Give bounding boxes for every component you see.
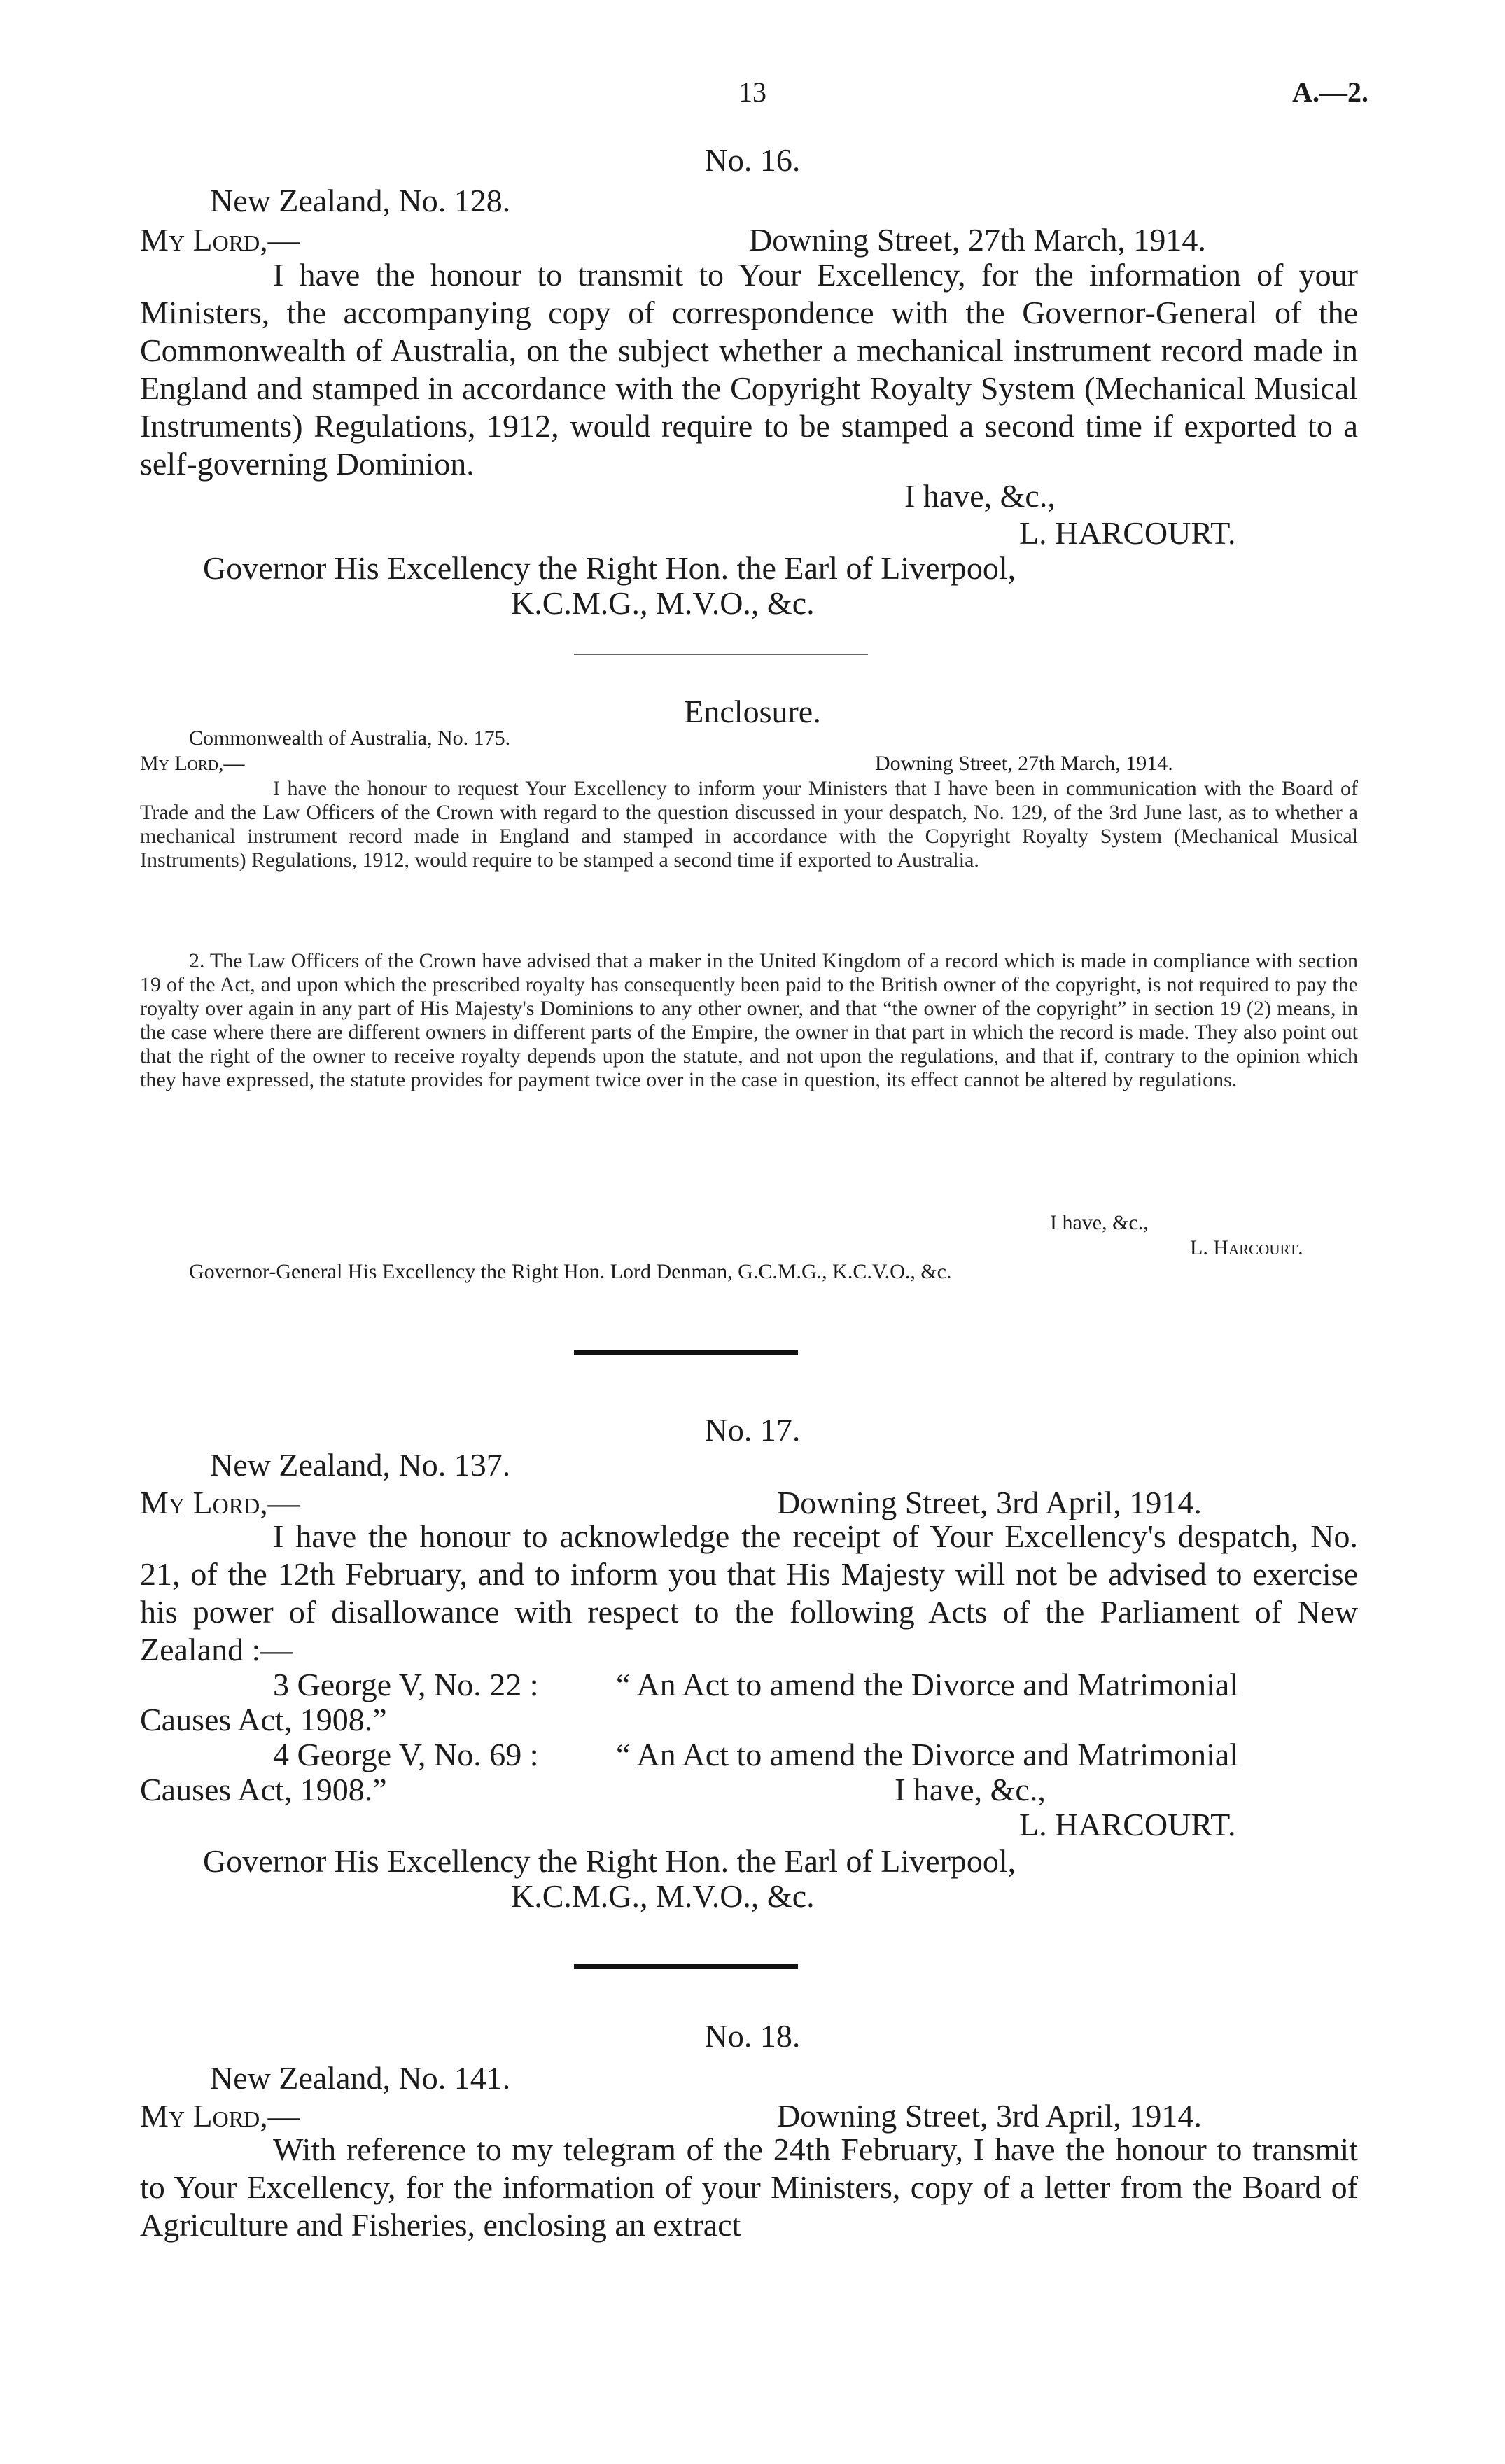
address-date: Downing Street, 3rd April, 1914.: [777, 2098, 1202, 2134]
act-1-title-continued: Causes Act, 1908.”: [140, 1702, 387, 1737]
act-2-reference: 4 George V, No. 69 :: [273, 1737, 539, 1772]
act-1-reference: 3 George V, No. 22 :: [273, 1667, 539, 1702]
salutation: My Lord,—: [140, 222, 300, 258]
despatch-body: I have the honour to transmit to Your Excellency, for the information of your Ministers, the accompanying copy of correspondence with the Governor-General of the Commonwealth of Australia, on the subject whether a mechanical instrument record made in England and stamped in accordance with the Copyright Royalty System (Mechanical Musical Instruments) Regulations, 1912, would require to be stamped a second time if exported to a self-governing Dominion.: [140, 257, 1358, 482]
enclosure-address-date: Downing Street, 27th March, 1914.: [875, 752, 1173, 775]
addressee-line-1: Governor His Excellency the Right Hon. the Earl of Liverpool,: [203, 550, 1016, 586]
signature: L. HARCOURT.: [1019, 1807, 1236, 1842]
separator-thin: [574, 654, 868, 655]
despatch-number: No. 17.: [704, 1412, 801, 1448]
enclosure-paragraph-2: 2. The Law Officers of the Crown have advised that a maker in the United Kingdom of a record which is made in compliance with section 19 of the Act, and upon which the prescribed royalty has consequently been paid to the British owner of the copyright, is not required to pay the royalty over again in any part of His Majesty's Dominions to any other owner, and that “the owner of the copyright” in section 19 (2) means, in the case where there are different owners in different parts of the Empire, the owner in that part in which the record is made. They also point out that the right of the owner to receive royalty depends upon the statute, and not upon the regulations, and that if, contrary to the opinion which they have expressed, the statute provides for payment twice over in the case in question, its effect cannot be altered by regulations.: [140, 949, 1358, 1091]
enclosure-paragraph-1: I have the honour to request Your Excellency to inform your Ministers that I have been in communication with the Board of Trade and the Law Officers of the Crown with regard to the question discussed in your despatch, No. 129, of the 3rd June last, as to whether a mechanical instrument record made in England and stamped in accordance with the Copyright Royalty System (Mechanical Musical Instruments) Regulations, 1912, would require to be stamped a second time if exported to Australia.: [140, 777, 1358, 872]
salutation: My Lord,—: [140, 2098, 300, 2134]
page-number: 13: [738, 76, 766, 108]
separator-bold: [574, 1964, 798, 1969]
salutation: My Lord,—: [140, 1485, 300, 1520]
despatch-number: No. 16.: [704, 142, 801, 178]
colony-reference: New Zealand, No. 141.: [210, 2060, 511, 2096]
signature: L. HARCOURT.: [1019, 515, 1236, 551]
act-2-title-continued: Causes Act, 1908.”: [140, 1772, 387, 1807]
colony-reference: New Zealand, No. 128.: [210, 183, 511, 218]
addressee-line-1: Governor His Excellency the Right Hon. the Earl of Liverpool,: [203, 1843, 1016, 1879]
despatch-body: I have the honour to acknowledge the receipt of Your Excellency's despatch, No. 21, of the 12th February, and to inform you that His Majesty will not be advised to exercise his power of disallowance with respect to the following Acts of the Parliament of New Zealand :—: [140, 1518, 1358, 1667]
despatch-body: With reference to my telegram of the 24th February, I have the honour to transmit to Your Excellency, for the information of your Ministers, copy of a letter from the Board of Agriculture and Fisheries, enclosing an extract: [140, 2132, 1358, 2243]
closing: I have, &c.,: [895, 1772, 1046, 1807]
address-date: Downing Street, 3rd April, 1914.: [777, 1485, 1202, 1520]
address-date: Downing Street, 27th March, 1914.: [749, 222, 1206, 258]
enclosure-addressee: Governor-General His Excellency the Right Hon. Lord Denman, G.C.M.G., K.C.V.O., &c.: [189, 1260, 952, 1283]
separator-bold: [574, 1350, 798, 1354]
closing: I have, &c.,: [904, 478, 1056, 514]
addressee-line-2: K.C.M.G., M.V.O., &c.: [511, 585, 815, 621]
enclosure-salutation: My Lord,—: [140, 752, 245, 775]
document-reference: A.—2.: [1292, 76, 1368, 108]
enclosure-closing: I have, &c.,: [1050, 1211, 1149, 1234]
enclosure-reference: Commonwealth of Australia, No. 175.: [189, 727, 511, 750]
enclosure-signature: L. Harcourt.: [1190, 1236, 1303, 1259]
despatch-number: No. 18.: [704, 2018, 801, 2054]
addressee-line-2: K.C.M.G., M.V.O., &c.: [511, 1878, 815, 1914]
act-2-title: “ An Act to amend the Divorce and Matrimonial: [616, 1737, 1239, 1772]
colony-reference: New Zealand, No. 137.: [210, 1447, 511, 1483]
act-1-title: “ An Act to amend the Divorce and Matrimonial: [616, 1667, 1239, 1702]
enclosure-heading: Enclosure.: [684, 694, 821, 729]
